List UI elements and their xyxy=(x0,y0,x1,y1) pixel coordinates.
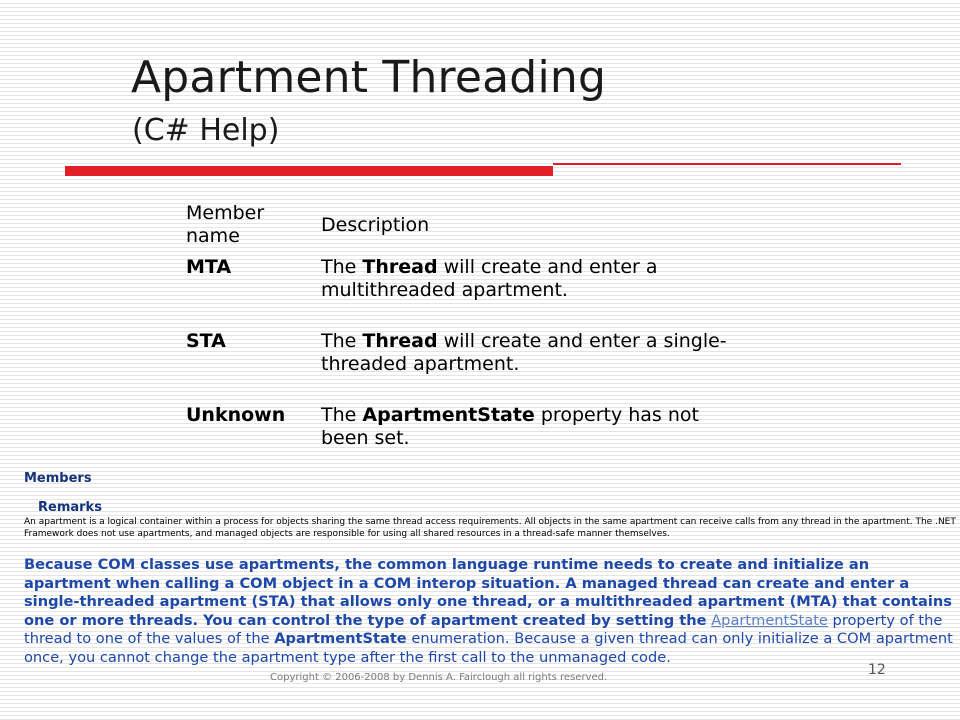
table-row xyxy=(186,400,751,474)
description-text: property has not been set. xyxy=(321,404,699,449)
description-bold-term: ApartmentState xyxy=(362,404,535,426)
member-name-cell: Unknown xyxy=(186,404,286,426)
member-name-cell: STA xyxy=(186,330,226,352)
member-description-cell xyxy=(321,326,751,400)
description-text: will create and enter a multithreaded apartment. xyxy=(321,256,658,301)
remarks-com-paragraph xyxy=(24,556,956,667)
member-name-cell: MTA xyxy=(186,256,232,278)
members-heading: Members xyxy=(24,471,92,486)
table-header-row xyxy=(186,198,751,252)
remarks-bold-text: Because COM classes use apartments, the common language runtime needs to create and initialize an apartment when calling a COM object in a COM interop situation. A managed thread can create and enter a single-threaded apartment (STA) that allows only one thread, or a multithreaded apartment (MTA) that contains one or more threads. You can control the type of apartment created by setting the xyxy=(24,556,952,629)
member-description-cell xyxy=(321,400,751,474)
member-description-cell xyxy=(321,252,751,326)
description-text: The xyxy=(321,330,363,352)
table-row xyxy=(186,252,751,326)
slide-subtitle: (C# Help) xyxy=(132,113,280,148)
remarks-text: enumeration. Because a given thread can only initialize a COM apartment once, you cannot change the apartment type after the first call to the unmanaged code. xyxy=(24,630,953,666)
apartmentstate-link[interactable]: ApartmentState xyxy=(711,611,828,629)
description-text: The xyxy=(321,256,363,278)
slide-title: Apartment Threading xyxy=(131,52,607,103)
header-member-name: Member name xyxy=(186,202,265,247)
remarks-intro-paragraph: An apartment is a logical container within a process for objects sharing the same thread access requirements. All objects in the same apartment can receive calls from any thread in the apartment. The .NET Framework does not use apartments, and managed objects are responsible for using all shared resources in a thread-safe manner themselves. xyxy=(24,517,956,539)
remarks-bold-term: ApartmentState xyxy=(274,630,407,647)
members-table xyxy=(186,198,751,474)
table-row xyxy=(186,326,751,400)
page-number: 12 xyxy=(868,662,886,678)
description-text: The xyxy=(321,404,363,426)
title-underline-bar xyxy=(65,166,553,176)
remarks-text: property of the thread to one of the values of the xyxy=(24,611,943,647)
title-underline-thin-line xyxy=(553,163,901,165)
remarks-heading: Remarks xyxy=(38,500,102,515)
header-description: Description xyxy=(321,213,430,236)
copyright-footer: Copyright © 2006-2008 by Dennis A. Fairclough all rights reserved. xyxy=(270,672,608,683)
description-bold-term: Thread xyxy=(362,330,438,352)
description-text: will create and enter a single-threaded apartment. xyxy=(321,330,727,375)
description-bold-term: Thread xyxy=(362,256,438,278)
